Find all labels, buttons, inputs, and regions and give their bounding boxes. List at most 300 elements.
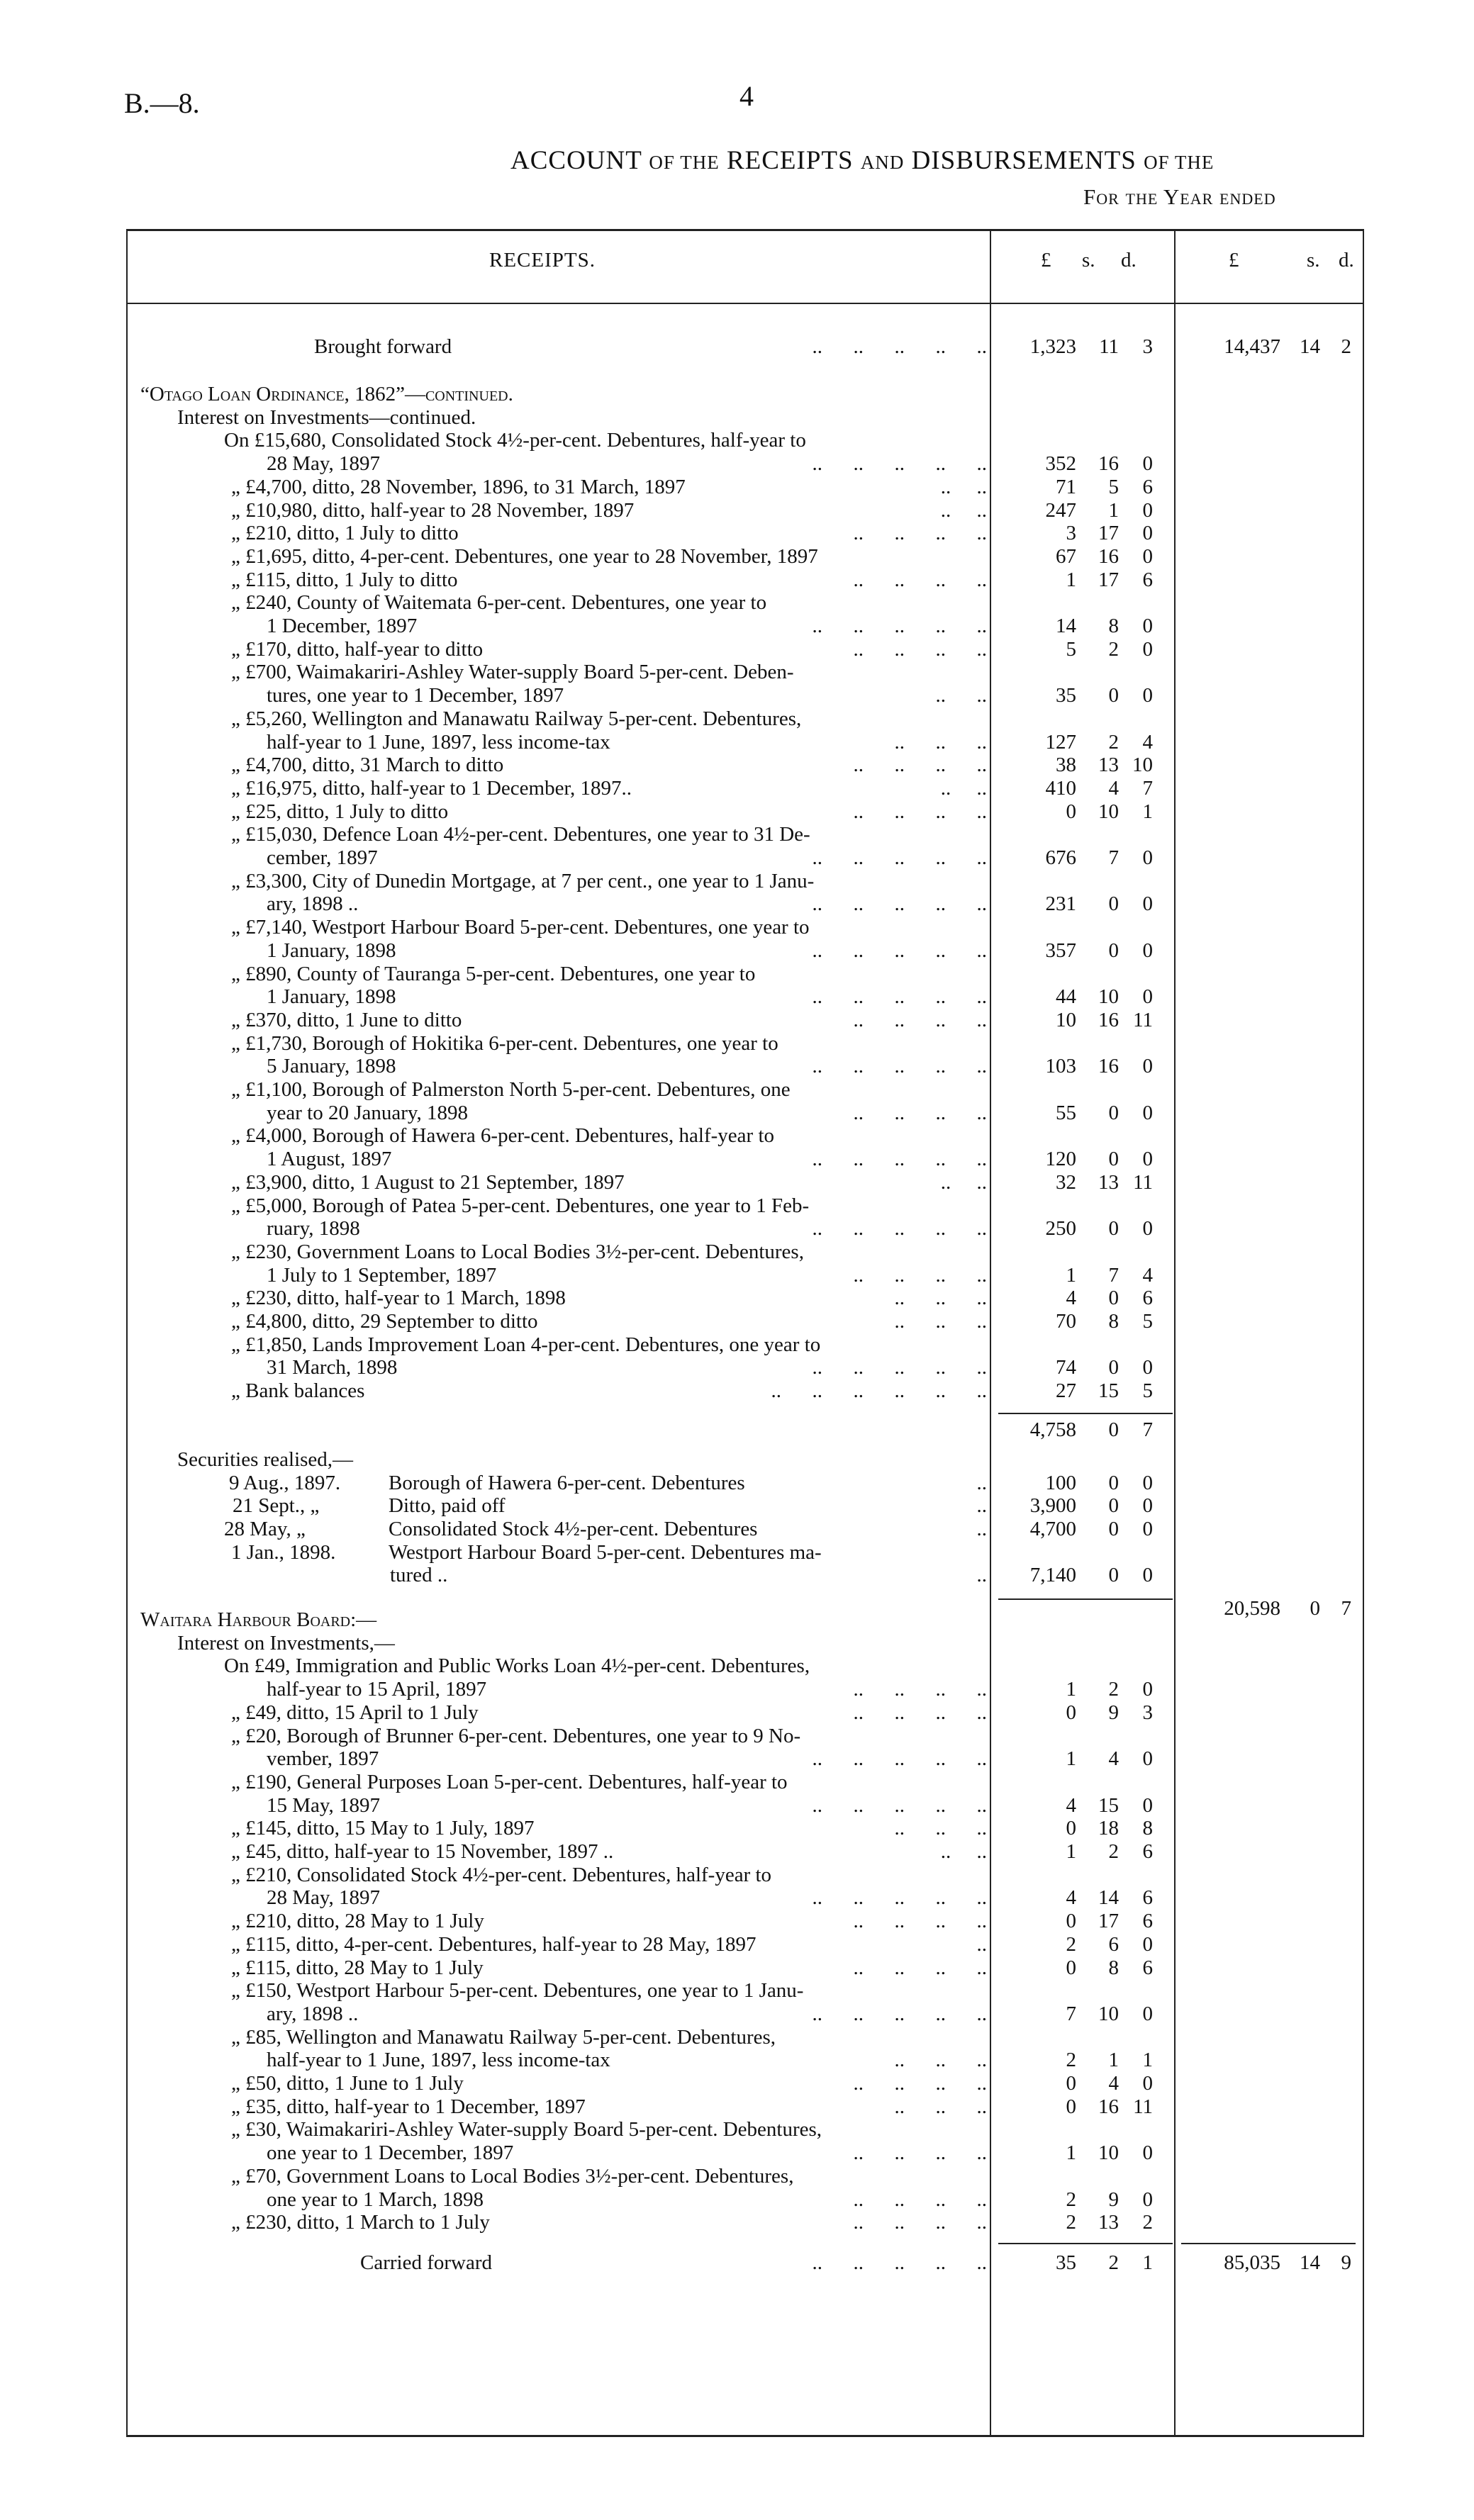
table-row-amount-pounds: 231 (1045, 892, 1076, 916)
row-brought-forward-amount-pounds: 1,323 (1029, 335, 1076, 358)
table-row (126, 522, 1364, 545)
table-row-amount-pence: 0 (1142, 684, 1153, 707)
table-row (126, 916, 1364, 939)
table-row-amount-pounds: 70 (1056, 1310, 1076, 1333)
waitara-row-text: half-year to 15 April, 1897 (267, 1678, 487, 1701)
table-bottom-rule (126, 2435, 1364, 2437)
table-row-amount-pounds: 67 (1056, 544, 1076, 568)
title-word-receipts: RECEIPTS (726, 146, 854, 175)
table-row (126, 1055, 1364, 1078)
waitara-row-amount-pounds: 0 (1066, 1817, 1076, 1840)
waitara-row-leader: .. .. (940, 1840, 987, 1863)
table-row-text: „ £15,030, Defence Loan 4½-per-cent. Debentures, one year to 31 De- (231, 823, 810, 846)
waitara-row (126, 2188, 1364, 2212)
waitara-row-amount-pence: 0 (1142, 1678, 1153, 1701)
section-heading-otago-text: “Otago Loan Ordinance, 1862”—continued. (140, 383, 513, 405)
waitara-row-leader: .. .. .. .. (853, 1678, 987, 1701)
table-row-text: 31 March, 1898 (267, 1356, 398, 1379)
table-row (126, 615, 1364, 638)
row-carried-forward-total-pence: 9 (1341, 2251, 1351, 2274)
table-row-text: ruary, 1898 (267, 1217, 360, 1241)
table-row-amount-shillings: 13 (1098, 1170, 1119, 1194)
table-row-text: 1 January, 1898 (267, 939, 396, 962)
securities-leader: .. (976, 1471, 987, 1494)
table-row-leader: .. .. .. .. .. (812, 939, 987, 962)
table-row-leader: .. .. .. .. .. (812, 615, 987, 637)
table-row-text: „ £3,300, City of Dunedin Mortgage, at 7 per cent., one year to 1 Janu- (231, 869, 815, 892)
table-row-amount-shillings: 2 (1108, 637, 1119, 661)
waitara-row-amount-pence: 0 (1142, 2002, 1153, 2025)
securities-amount-pence: 0 (1142, 1564, 1153, 1587)
securities-heading-text: Securities realised,— (177, 1447, 354, 1471)
table-row-text: „ £25, ditto, 1 July to ditto (231, 800, 449, 823)
waitara-row-text: „ £70, Government Loans to Local Bodies 3½-per-cent. Debentures, (231, 2164, 794, 2188)
table-row-leader: .. .. .. .. .. .. (771, 1379, 987, 1403)
table-row-leader: .. .. (940, 776, 987, 800)
row-carried-forward (126, 2251, 1364, 2275)
waitara-row (126, 1933, 1364, 1956)
table-row-text: tures, one year to 1 December, 1897 (267, 684, 564, 707)
table-row-text: „ £230, Government Loans to Local Bodies 3½-per-cent. Debentures, (231, 1240, 804, 1263)
waitara-row-text: ary, 1898 .. (267, 2002, 359, 2025)
table-row-text: On £15,680, Consolidated Stock 4½-per-cent. Debentures, half-year to (224, 429, 806, 452)
waitara-row-amount-pounds: 2 (1066, 1932, 1076, 1956)
waitara-row-amount-shillings: 2 (1108, 1840, 1119, 1863)
waitara-row-leader: .. .. .. .. (853, 2141, 987, 2165)
table-row-amount-pence: 6 (1142, 475, 1153, 498)
row-brought-forward (126, 335, 1364, 359)
table-row (126, 661, 1364, 684)
table-row-text: 1 January, 1898 (267, 985, 396, 1009)
waitara-row-amount-pence: 6 (1142, 1956, 1153, 1979)
securities-amount-pounds: 4,700 (1029, 1517, 1076, 1540)
waitara-row-amount-pounds: 2 (1066, 2049, 1076, 2072)
title-word-account: ACCOUNT (510, 146, 642, 175)
table-row-leader: .. .. .. (894, 1287, 987, 1310)
table-row-amount-shillings: 0 (1108, 939, 1119, 962)
waitara-row-amount-pounds: 0 (1066, 2072, 1076, 2095)
table-row-amount-pence: 0 (1142, 1217, 1153, 1241)
waitara-row-amount-pounds: 2 (1066, 2211, 1076, 2234)
securities-leader: .. (976, 1494, 987, 1518)
row-brought-forward-leader: .. .. .. .. .. (812, 335, 987, 358)
securities-leader: .. (976, 1517, 987, 1540)
col-head-pound: £ (1041, 249, 1051, 271)
table-row-leader: .. .. .. .. .. (812, 892, 987, 916)
waitara-row-amount-pence: 1 (1142, 2049, 1153, 2072)
table-row-text: „ £16,975, ditto, half-year to 1 December, 1897.. (231, 776, 632, 800)
table-row (126, 1287, 1364, 1310)
table-row (126, 1032, 1364, 1055)
table-row (126, 499, 1364, 522)
table-row-amount-pounds: 27 (1056, 1379, 1076, 1403)
table-header-rule (126, 303, 1364, 304)
page-title (510, 145, 1214, 176)
waitara-row-text: „ £115, ditto, 28 May to 1 July (231, 1956, 484, 1979)
table-row-text: 1 July to 1 September, 1897 (267, 1263, 497, 1287)
running-total-shillings: 0 (1310, 1597, 1320, 1620)
table-row-amount-shillings: 10 (1098, 800, 1119, 823)
table-row-amount-pounds: 35 (1056, 684, 1076, 707)
waitara-row (126, 1747, 1364, 1771)
table-row (126, 1310, 1364, 1333)
securities-text: Consolidated Stock 4½-per-cent. Debentures (389, 1517, 758, 1540)
table-row-amount-pounds: 410 (1045, 776, 1076, 800)
securities-text: Ditto, paid off (389, 1494, 506, 1518)
waitara-row-amount-pence: 0 (1142, 2141, 1153, 2165)
table-row (126, 800, 1364, 824)
table-row-amount-pounds: 357 (1045, 939, 1076, 962)
waitara-row-amount-shillings: 2 (1108, 1678, 1119, 1701)
table-row (126, 870, 1364, 893)
table-row (126, 1078, 1364, 1102)
table-row-amount-pence: 11 (1133, 1008, 1153, 1031)
waitara-row-amount-pence: 0 (1142, 1932, 1153, 1956)
table-row-amount-pence: 6 (1142, 1287, 1153, 1310)
waitara-row (126, 2049, 1364, 2072)
table-row-amount-shillings: 13 (1098, 754, 1119, 777)
table-row-amount-shillings: 7 (1108, 846, 1119, 869)
table-row (126, 777, 1364, 800)
row-carried-forward-total-pounds: 85,035 (1224, 2251, 1280, 2274)
waitara-row-text: „ £210, Consolidated Stock 4½-per-cent. Debentures, half-year to (231, 1863, 772, 1886)
waitara-row-leader: .. .. .. .. .. (812, 1793, 987, 1817)
securities-date: 28 May, „ (224, 1517, 306, 1540)
waitara-row (126, 1654, 1364, 1678)
subtotal-rule-1 (998, 1413, 1173, 1414)
waitara-row-text: „ £35, ditto, half-year to 1 December, 1897 (231, 2095, 586, 2118)
waitara-row-amount-shillings: 13 (1098, 2211, 1119, 2234)
table-row-amount-shillings: 0 (1108, 1101, 1119, 1124)
waitara-row-text: 28 May, 1897 (267, 1886, 381, 1910)
securities-amount-pounds: 7,140 (1029, 1564, 1076, 1587)
running-total-pounds: 20,598 (1224, 1597, 1280, 1620)
table-row-leader: .. .. .. .. (853, 1008, 987, 1031)
table-row-amount-shillings: 0 (1108, 1148, 1119, 1171)
table-row-text: „ £1,695, ditto, 4-per-cent. Debentures, one year to 28 November, 1897 (231, 544, 818, 568)
table-row-amount-pence: 0 (1142, 615, 1153, 637)
securities-row (126, 1541, 1364, 1564)
securities-amount-pounds: 3,900 (1029, 1494, 1076, 1518)
table-row (126, 1194, 1364, 1218)
table-row-text: „ £240, County of Waitemata 6-per-cent. Debentures, one year to (231, 591, 767, 615)
row-brought-forward-total-pence: 2 (1341, 335, 1351, 358)
row-brought-forward-text: Brought forward (314, 335, 452, 358)
waitara-row-amount-pounds: 0 (1066, 1910, 1076, 1933)
table-row (126, 823, 1364, 846)
waitara-row-amount-pounds: 2 (1066, 2188, 1076, 2211)
section-heading-waitara-text: Waitara Harbour Board:— (140, 1608, 377, 1631)
table-row-leader: .. .. .. .. .. (812, 1148, 987, 1171)
table-row-text: year to 20 January, 1898 (267, 1101, 469, 1124)
table-row-amount-pounds: 120 (1045, 1148, 1076, 1171)
table-row (126, 1333, 1364, 1357)
subheading-interest (126, 406, 1364, 430)
subtotal-1-shillings: 0 (1108, 1418, 1119, 1441)
table-row-leader: .. .. .. .. (853, 1263, 987, 1287)
waitara-row (126, 1864, 1364, 1887)
table-row (126, 545, 1364, 569)
waitara-row-text: „ £190, General Purposes Loan 5-per-cent. Debentures, half-year to (231, 1770, 788, 1793)
waitara-row-amount-shillings: 10 (1098, 2141, 1119, 2165)
table-row-leader: .. .. .. .. (853, 754, 987, 777)
table-row-text: „ £5,260, Wellington and Manawatu Railway 5-per-cent. Debentures, (231, 707, 802, 730)
table-row-amount-shillings: 10 (1098, 985, 1119, 1009)
waitara-row-amount-pence: 0 (1142, 2188, 1153, 2211)
securities-amount-shillings: 0 (1108, 1517, 1119, 1540)
table-row-leader: .. .. .. .. (853, 522, 987, 545)
table-row-amount-pounds: 74 (1056, 1356, 1076, 1379)
table-row-leader: .. .. .. .. (853, 568, 987, 591)
waitara-row-amount-pence: 6 (1142, 1910, 1153, 1933)
table-row-leader: .. .. .. .. .. (812, 1055, 987, 1078)
waitara-row-text: „ £30, Waimakariri-Ashley Water-supply Board 5-per-cent. Debentures, (231, 2118, 822, 2141)
waitara-row (126, 1910, 1364, 1933)
subtotal-row-1 (126, 1418, 1364, 1442)
table-row-leader: .. .. (935, 684, 987, 707)
table-top-rule (126, 229, 1364, 231)
waitara-row-leader: .. .. .. .. (853, 2188, 987, 2211)
table-row-amount-pounds: 14 (1056, 615, 1076, 637)
subtotal-1-pence: 7 (1142, 1418, 1153, 1441)
table-row-amount-shillings: 0 (1108, 1356, 1119, 1379)
securities-amount-pence: 0 (1142, 1517, 1153, 1540)
table-row-amount-pence: 0 (1142, 939, 1153, 962)
section-heading-otago (126, 383, 1364, 406)
securities-date: 21 Sept., „ (233, 1494, 320, 1518)
waitara-row-leader: .. .. .. (894, 2095, 987, 2118)
table-row-text: „ £210, ditto, 1 July to ditto (231, 522, 459, 545)
waitara-row (126, 2026, 1364, 2049)
table-row (126, 963, 1364, 986)
table-row-amount-pence: 0 (1142, 544, 1153, 568)
table-row-amount-pence: 5 (1142, 1379, 1153, 1403)
waitara-row (126, 1725, 1364, 1748)
table-row-text: „ £3,900, ditto, 1 August to 21 September, 1897 (231, 1170, 625, 1194)
waitara-row-amount-shillings: 9 (1108, 2188, 1119, 2211)
table-row-text: „ £10,980, ditto, half-year to 28 November, 1897 (231, 498, 635, 522)
waitara-row-amount-shillings: 4 (1108, 2072, 1119, 2095)
table-row (126, 754, 1364, 777)
waitara-row-amount-pounds: 4 (1066, 1793, 1076, 1817)
table-row-amount-pounds: 127 (1045, 730, 1076, 754)
table-row-amount-pence: 5 (1142, 1310, 1153, 1333)
waitara-row-text: one year to 1 March, 1898 (267, 2188, 484, 2211)
waitara-row-leader: .. .. .. .. (853, 1701, 987, 1724)
table-row-amount-pounds: 38 (1056, 754, 1076, 777)
table-row (126, 1356, 1364, 1379)
row-brought-forward-amount-shillings: 11 (1099, 335, 1119, 358)
table-row (126, 1009, 1364, 1032)
table-row-amount-pence: 0 (1142, 1101, 1153, 1124)
waitara-row-amount-shillings: 8 (1108, 1956, 1119, 1979)
section-heading-waitara (126, 1608, 1364, 1632)
table-row (126, 892, 1364, 916)
waitara-row-leader: .. (976, 1932, 987, 1956)
waitara-row (126, 1817, 1364, 1840)
table-row (126, 731, 1364, 754)
table-row-amount-pence: 7 (1142, 776, 1153, 800)
waitara-row (126, 1794, 1364, 1818)
table-row-amount-shillings: 17 (1098, 568, 1119, 591)
waitara-row (126, 1886, 1364, 1910)
table-row-amount-shillings: 16 (1098, 544, 1119, 568)
securities-row (126, 1518, 1364, 1541)
waitara-row-amount-shillings: 14 (1098, 1886, 1119, 1910)
waitara-row-amount-shillings: 6 (1108, 1932, 1119, 1956)
account-table (126, 229, 1364, 2436)
table-row-amount-shillings: 16 (1098, 1008, 1119, 1031)
table-row-leader: .. .. .. .. .. (812, 1356, 987, 1379)
waitara-row (126, 1979, 1364, 2003)
table-row-text: „ £1,100, Borough of Palmerston North 5-per-cent. Debentures, one (231, 1078, 791, 1101)
table-row-text: „ £4,700, ditto, 31 March to ditto (231, 754, 504, 777)
waitara-row-text: „ £20, Borough of Brunner 6-per-cent. Debentures, one year to 9 No- (231, 1724, 801, 1747)
table-row-amount-shillings: 15 (1098, 1379, 1119, 1403)
table-row-leader: .. .. .. .. .. (812, 846, 987, 869)
table-row-text: „ £890, County of Tauranga 5-per-cent. Debentures, one year to (231, 962, 756, 985)
table-row-amount-pounds: 250 (1045, 1217, 1076, 1241)
table-row-text: „ £1,730, Borough of Hokitika 6-per-cent. Debentures, one year to (231, 1031, 778, 1055)
table-row-leader: .. .. .. (894, 1310, 987, 1333)
table-row-text: „ £1,850, Lands Improvement Loan 4-per-cent. Debentures, one year to (231, 1333, 821, 1356)
waitara-row-amount-pounds: 1 (1066, 1840, 1076, 1863)
table-row-text: 1 August, 1897 (267, 1148, 392, 1171)
waitara-row (126, 1771, 1364, 1794)
table-row-text: „ Bank balances (231, 1379, 365, 1403)
col-head-pound-2: £ (1229, 249, 1239, 271)
waitara-row-amount-pounds: 1 (1066, 1747, 1076, 1771)
waitara-row-text: 15 May, 1897 (267, 1793, 381, 1817)
table-row-text: „ £4,800, ditto, 29 September to ditto (231, 1310, 538, 1333)
waitara-row-leader: .. .. .. (894, 2049, 987, 2072)
securities-heading (126, 1448, 1364, 1472)
waitara-row-text: „ £49, ditto, 15 April to 1 July (231, 1701, 479, 1724)
table-row (126, 1379, 1364, 1403)
waitara-row-amount-pounds: 1 (1066, 2141, 1076, 2165)
table-row-text: „ £370, ditto, 1 June to ditto (231, 1008, 462, 1031)
waitara-row-leader: .. .. .. .. .. (812, 1886, 987, 1910)
table-row (126, 476, 1364, 499)
waitara-row (126, 2072, 1364, 2095)
table-row-amount-shillings: 16 (1098, 452, 1119, 476)
table-row (126, 591, 1364, 615)
waitara-row (126, 2095, 1364, 2119)
table-row-amount-pence: 6 (1142, 568, 1153, 591)
table-row-amount-pence: 1 (1142, 800, 1153, 823)
securities-amount-shillings: 0 (1108, 1494, 1119, 1518)
table-row-text: „ £4,700, ditto, 28 November, 1896, to 31 March, 1897 (231, 475, 686, 498)
waitara-row-amount-pence: 3 (1142, 1701, 1153, 1724)
waitara-row-amount-pounds: 0 (1066, 1701, 1076, 1724)
table-row-text: „ £230, ditto, half-year to 1 March, 1898 (231, 1287, 566, 1310)
waitara-row-amount-shillings: 10 (1098, 2002, 1119, 2025)
table-row-amount-shillings: 2 (1108, 730, 1119, 754)
table-row (126, 939, 1364, 963)
table-row (126, 1124, 1364, 1148)
table-row-text: 1 December, 1897 (267, 615, 418, 637)
table-row-amount-pence: 0 (1142, 637, 1153, 661)
securities-amount-shillings: 0 (1108, 1471, 1119, 1494)
table-row-leader: .. .. (940, 1170, 987, 1194)
waitara-row-amount-pence: 6 (1142, 1886, 1153, 1910)
waitara-row-leader: .. .. .. .. (853, 1956, 987, 1979)
col-head-shillings-2: s. (1307, 249, 1320, 271)
waitara-subheading-text: Interest on Investments,— (177, 1631, 395, 1654)
table-row-text: „ £700, Waimakariri-Ashley Water-supply Board 5-per-cent. Deben- (231, 661, 794, 684)
waitara-row (126, 1956, 1364, 1980)
securities-amount-pence: 0 (1142, 1471, 1153, 1494)
table-row-amount-shillings: 5 (1108, 475, 1119, 498)
carried-rule-a (998, 2243, 1173, 2244)
table-row-amount-pounds: 352 (1045, 452, 1076, 476)
col-head-pence-2: d. (1339, 249, 1354, 271)
waitara-row-amount-pence: 2 (1142, 2211, 1153, 2234)
waitara-row-amount-pence: 6 (1142, 1840, 1153, 1863)
row-carried-forward-text: Carried forward (360, 2251, 492, 2274)
page-subtitle: For the Year ended (1083, 184, 1276, 209)
table-row-amount-shillings: 8 (1108, 615, 1119, 637)
securities-amount-pounds: 100 (1045, 1471, 1076, 1494)
table-row-text: half-year to 1 June, 1897, less income-tax (267, 730, 610, 754)
table-row-leader: .. .. (940, 475, 987, 498)
row-brought-forward-amount-pence: 3 (1142, 335, 1153, 358)
waitara-row-amount-pence: 11 (1133, 2095, 1153, 2118)
waitara-row-text: „ £210, ditto, 28 May to 1 July (231, 1910, 484, 1933)
waitara-row-amount-pounds: 1 (1066, 1678, 1076, 1701)
table-row (126, 452, 1364, 476)
table-row-amount-pence: 0 (1142, 846, 1153, 869)
table-row-text: „ £115, ditto, 1 July to ditto (231, 568, 458, 591)
row-brought-forward-total-shillings: 14 (1300, 335, 1320, 358)
waitara-row-text: „ £150, Westport Harbour 5-per-cent. Debentures, one year to 1 Janu- (231, 1979, 804, 2003)
table-row-amount-pounds: 676 (1045, 846, 1076, 869)
title-word-of-the: OF THE (649, 152, 720, 173)
row-carried-forward-amount-shillings: 2 (1108, 2251, 1119, 2274)
row-carried-forward-total-shillings: 14 (1300, 2251, 1320, 2274)
waitara-row (126, 2211, 1364, 2234)
table-row-leader: .. .. .. (894, 730, 987, 754)
table-row (126, 707, 1364, 731)
table-row-amount-pounds: 32 (1056, 1170, 1076, 1194)
table-row-amount-pounds: 10 (1056, 1008, 1076, 1031)
table-row (126, 1148, 1364, 1171)
table-row-text: „ £170, ditto, half-year to ditto (231, 637, 484, 661)
waitara-row-amount-pounds: 7 (1066, 2002, 1076, 2025)
securities-date: 9 Aug., 1897. (229, 1471, 341, 1494)
table-row (126, 1171, 1364, 1194)
table-row-leader: .. .. .. .. .. (812, 1217, 987, 1241)
table-row-amount-shillings: 17 (1098, 522, 1119, 545)
waitara-row-text: „ £230, ditto, 1 March to 1 July (231, 2211, 490, 2234)
waitara-row-amount-pounds: 0 (1066, 1956, 1076, 1979)
waitara-row-leader: .. .. .. .. .. (812, 1747, 987, 1771)
waitara-row-leader: .. .. .. .. .. (812, 2002, 987, 2025)
table-row-amount-pounds: 71 (1056, 475, 1076, 498)
table-row-amount-pence: 4 (1142, 1263, 1153, 1287)
running-total-pence: 7 (1341, 1597, 1351, 1620)
subtotal-1-pounds: 4,758 (1029, 1418, 1076, 1441)
waitara-row-amount-shillings: 1 (1108, 2049, 1119, 2072)
table-row-text: „ £4,000, Borough of Hawera 6-per-cent. Debentures, half-year to (231, 1124, 775, 1148)
securities-row (126, 1472, 1364, 1495)
securities-amount-pence: 0 (1142, 1494, 1153, 1518)
waitara-row-amount-shillings: 9 (1108, 1701, 1119, 1724)
table-row-amount-pounds: 44 (1056, 985, 1076, 1009)
waitara-row-text: „ £45, ditto, half-year to 15 November, 1897 .. (231, 1840, 614, 1863)
table-row-amount-pence: 0 (1142, 522, 1153, 545)
table-row-amount-shillings: 0 (1108, 1217, 1119, 1241)
